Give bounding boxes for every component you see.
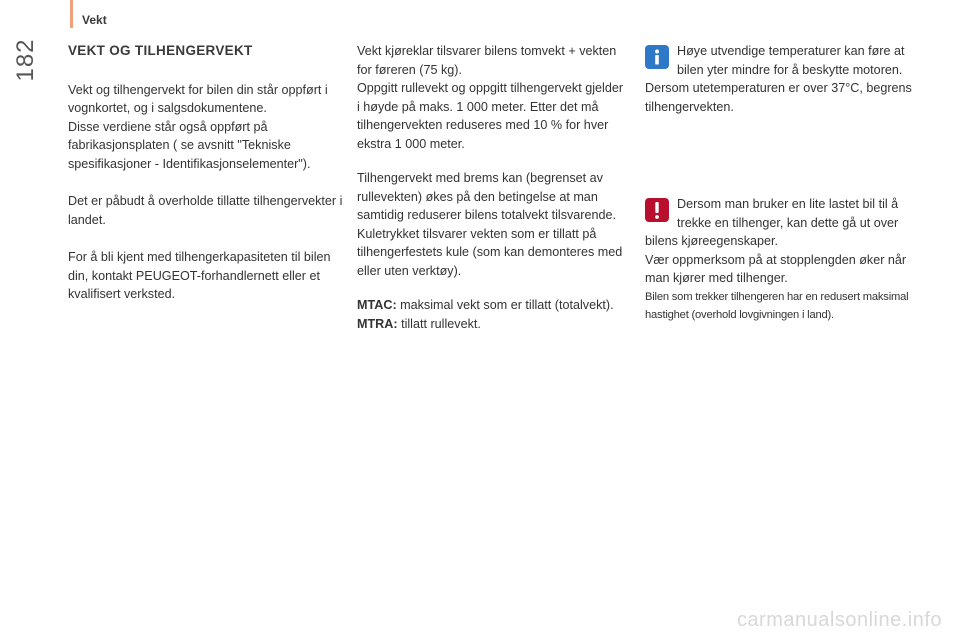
paragraph: Vekt kjøreklar tilsvarer bilens tomvekt + vekten for føreren (75 kg). (357, 44, 617, 77)
warning-note-text: Dersom man bruker en lite lastet bil til å trekke en tilhenger, kan dette gå ut over bilens kjøreegenskaper. (645, 197, 899, 248)
paragraph: Kuletrykket tilsvarer vekten som er tillatt på tilhengerfestets kule (som kan demonteres med eller uten verktøy). (357, 226, 623, 278)
warning-note-text: Vær oppmerksom på at stopplengden øker når man kjører med tilhenger. (645, 252, 907, 285)
paragraph: Tilhengervekt med brems kan (begrenset av rullevekten) økes på den betingelse at man samtidig reduserer bilens totalvekt tilsvarende. (357, 171, 616, 222)
paragraph: Det er påbudt å overholde tillatte tilhengervekter i landet. (68, 194, 343, 227)
column-middle (357, 42, 629, 333)
watermark: carmanualsonline.info (736, 609, 942, 631)
definition-label: MTAC: (357, 298, 397, 312)
warning-note (645, 195, 920, 325)
page-number: 182 (12, 38, 39, 82)
page-title: VEKT OG TILHENGERVEKT (68, 43, 253, 58)
paragraph: Oppgitt rullevekt og oppgitt tilhengervekt gjelder i høyde på maks. 1 000 meter. Etter det må tilhengervekten reduseres med 10 % for hver ekstra 1 000 meter. (357, 81, 624, 151)
paragraph: Vekt og tilhengervekt for bilen din står oppført i vognkortet, og i salgsdokumentene. (68, 82, 328, 115)
warning-icon (645, 198, 669, 222)
definition-mtra (357, 315, 629, 334)
definition-label: MTRA: (357, 316, 398, 331)
definition-text: maksimal vekt som er tillatt (totalvekt). (396, 298, 614, 312)
info-note-text: Høye utvendige temperaturer kan føre at bilen yter mindre for å beskytte motoren. Dersom utetemperaturen er over 37°C, begrens tilhengervekten. (645, 44, 912, 114)
column-left (68, 42, 343, 304)
paragraph: For å bli kjent med tilhengerkapasiteten til bilen din, kontakt PEUGEOT-forhandlernett eller et kvalifisert verksted. (68, 250, 331, 301)
definition-mtac (357, 296, 629, 315)
warning-note-text: Bilen som trekker tilhengeren har en redusert maksimal hastighet (overhold lovgivningen i land). (645, 290, 909, 321)
section-header: Vekt (82, 13, 107, 27)
paragraph: Disse verdiene står også oppført på fabrikasjonsplaten ( se avsnitt "Tekniske spesifikasjoner - Identifikasjonselementer"). (68, 119, 311, 171)
info-note (645, 42, 920, 116)
definition-text: tillatt rullevekt. (397, 316, 481, 331)
section-accent-bar (70, 0, 73, 28)
info-icon (645, 45, 669, 69)
